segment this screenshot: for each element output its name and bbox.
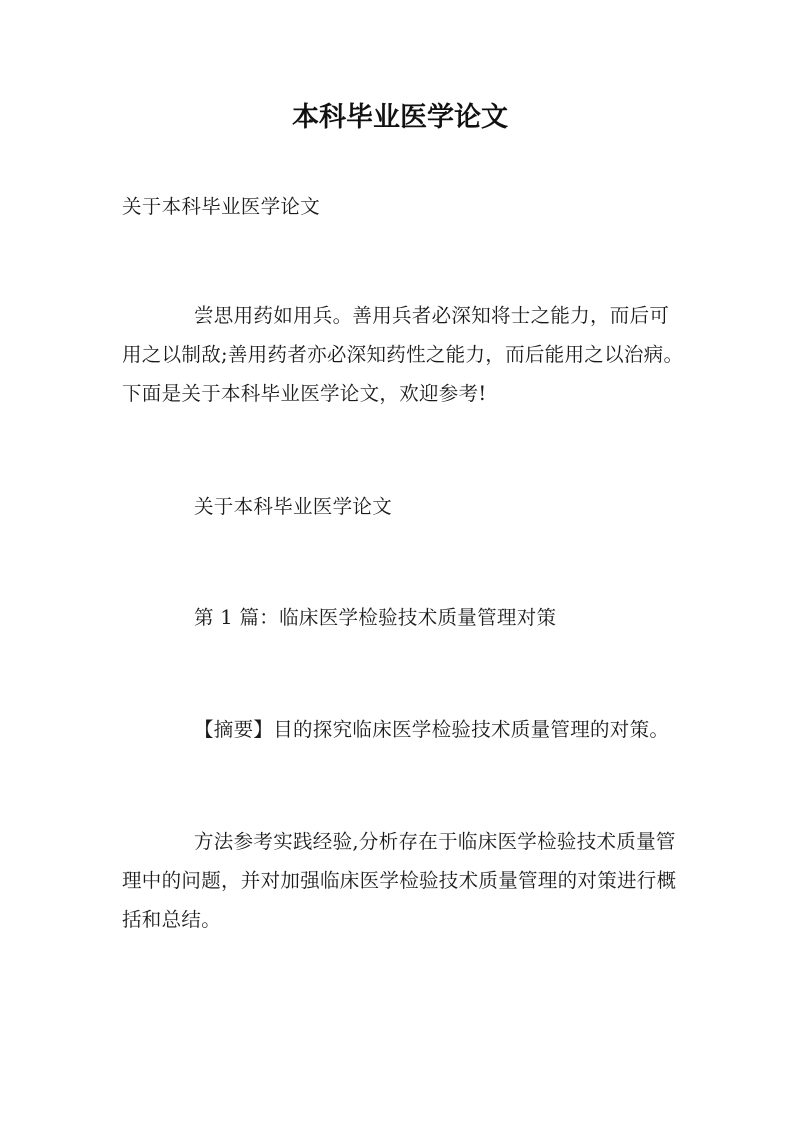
section-heading-paragraph: 关于本科毕业医学论文 [194,495,393,518]
chapter-title-paragraph: 第 1 篇：临床医学检验技术质量管理对策 [194,606,557,629]
intro-paragraph: 尝思用药如用兵。善用兵者必深知将士之能力，而后可用之以制敌;善用药者亦必深知药性之能力，而后能用之以治病。下面是关于本科毕业医学论文，欢迎参考! [122,304,684,405]
abstract-paragraph: 【摘要】目的探究临床医学检验技术质量管理的对策。 [194,718,670,741]
document-title: 本科毕业医学论文 [292,102,508,133]
method-paragraph: 方法参考实践经验,分析存在于临床医学检验技术质量管理中的问题，并对加强临床医学检验技术质量管理的对策进行概括和总结。 [122,830,677,931]
subtitle-paragraph: 关于本科毕业医学论文 [122,195,321,218]
